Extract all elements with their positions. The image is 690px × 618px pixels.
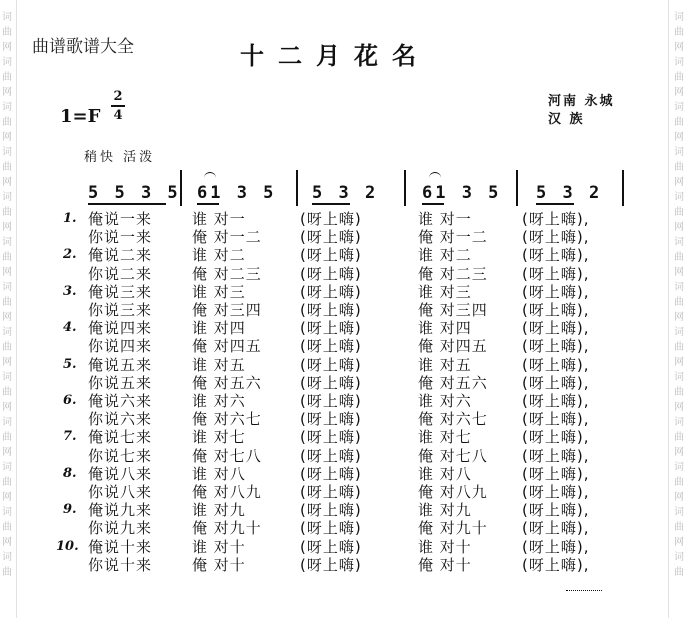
lyric-phrase-2: 俺 对八九 [192,483,262,501]
watermark-glyph: 网 [674,402,684,413]
lyric-phrase-4: 俺 对三四 [418,301,488,319]
watermark-glyph: 词 [674,327,684,338]
watermark-glyph: 曲 [2,432,12,443]
lyric-phrase-4: 俺 对八九 [418,483,488,501]
watermark-glyph: 词 [2,237,12,248]
lyric-phrase-1: 俺说九来 [88,501,153,520]
lyric-phrase-1: 俺说十来 [88,537,153,556]
watermark-glyph: 网 [2,42,12,53]
time-signature [111,89,125,123]
lyric-phrase-4: 谁 对七 [418,428,472,447]
watermark-glyph: 词 [674,462,684,473]
watermark-glyph: 网 [2,402,12,413]
slur-mark [429,172,441,181]
lyric-phrase-5: (呀上嗨), [522,519,590,538]
watermark-glyph: 曲 [674,72,684,83]
lyric-phrase-3: (呀上嗨) [300,428,362,447]
lyric-phrase-4: 俺 对一二 [418,228,488,247]
lyric-phrase-3: (呀上嗨) [300,410,362,429]
watermark-glyph: 曲 [674,252,684,263]
lyric-phrase-3: (呀上嗨) [300,373,362,392]
watermark-glyph: 网 [2,222,12,233]
lyric-phrase-5: (呀上嗨), [522,428,590,447]
lyric-phrase-5: (呀上嗨), [522,246,590,265]
watermark-glyph: 曲 [674,27,684,38]
watermark-glyph: 曲 [2,342,12,353]
lyric-phrase-5: (呀上嗨), [522,483,590,501]
verse-number: 4. [63,320,77,336]
measure-4-notes: 61 3 5 [422,183,502,203]
lyric-phrase-1: 你说三来 [88,301,153,319]
lyric-phrase-1: 你说九来 [88,519,153,538]
lyric-phrase-4: 俺 对七八 [418,446,488,465]
lyric-phrase-5: (呀上嗨), [522,373,590,392]
watermark-glyph: 曲 [2,117,12,128]
lyric-phrase-1: 你说二来 [88,264,153,283]
watermark-glyph: 词 [2,372,12,383]
watermark-glyph: 词 [2,102,12,113]
lyric-phrase-4: 谁 对八 [418,464,472,483]
watermark-glyph: 词 [2,462,12,473]
lyric-phrase-4: 谁 对六 [418,392,472,410]
watermark-glyph: 词 [674,57,684,68]
verse-number: 1. [63,211,77,226]
watermark-glyph: 词 [674,282,684,293]
lyric-phrase-1: 俺说五来 [88,355,153,374]
watermark-glyph: 曲 [2,297,12,308]
verse-number: 2. [63,247,77,263]
lyric-phrase-2: 谁 对十 [192,537,246,556]
watermark-glyph: 网 [2,537,12,548]
beam-line [536,203,574,205]
watermark-glyph: 曲 [674,522,684,533]
lyric-phrase-4: 俺 对二三 [418,264,488,283]
watermark-glyph: 曲 [2,252,12,263]
lyric-phrase-2: 谁 对四 [192,319,246,338]
lyric-phrase-4: 俺 对四五 [418,337,488,356]
watermark-glyph: 网 [674,177,684,188]
watermark-glyph: 网 [674,537,684,548]
watermark-glyph: 曲 [2,387,12,398]
watermark-glyph: 词 [2,192,12,203]
verse-number: 9. [63,502,77,518]
lyric-phrase-1: 你说六来 [88,410,153,429]
watermark-glyph: 曲 [674,162,684,173]
watermark-glyph: 词 [674,372,684,383]
watermark-glyph: 网 [674,492,684,503]
watermark-glyph: 词 [674,192,684,203]
watermark-glyph: 网 [674,447,684,458]
measure-2-notes: 61 3 5 [197,183,277,203]
key-signature: 1=F [60,106,101,127]
lyric-phrase-1: 你说一来 [88,228,153,247]
watermark-glyph: 曲 [674,117,684,128]
lyric-phrase-1: 俺说三来 [88,282,153,301]
watermark-glyph: 网 [2,357,12,368]
watermark-glyph: 词 [2,552,12,563]
watermark-glyph: 词 [674,12,684,23]
watermark-glyph: 词 [2,147,12,158]
measure-5-notes: 5 3 2 [536,183,603,203]
watermark-glyph: 曲 [2,522,12,533]
lyric-phrase-4: 谁 对十 [418,537,472,556]
watermark-glyph: 词 [2,12,12,23]
barline [404,170,406,206]
watermark-glyph: 网 [674,132,684,143]
lyric-phrase-2: 俺 对十 [192,555,246,574]
lyric-phrase-3: (呀上嗨) [300,264,362,283]
watermark-glyph: 网 [2,312,12,323]
watermark-glyph: 曲 [2,27,12,38]
watermark-glyph: 网 [2,87,12,98]
watermark-glyph: 词 [2,282,12,293]
lyric-phrase-5: (呀上嗨), [522,282,590,301]
watermark-glyph: 曲 [674,567,684,578]
lyric-phrase-4: 谁 对四 [418,319,472,338]
right-watermark-column [672,10,686,580]
measure-1-notes: 5 5 3 5 [88,183,181,203]
left-watermark-column [0,10,14,580]
barline [516,170,518,206]
barline [622,170,624,206]
verse-number: 7. [63,429,77,445]
lyric-phrase-2: 俺 对一二 [192,228,262,247]
barline [296,170,298,206]
watermark-glyph: 曲 [674,297,684,308]
time-fraction-bar [111,105,125,107]
watermark-glyph: 网 [2,267,12,278]
lyric-phrase-1: 俺说六来 [88,392,153,410]
beam-line [312,203,350,205]
beam-line [88,203,166,205]
beam-line [422,203,444,205]
lyric-phrase-3: (呀上嗨) [300,210,362,228]
lyric-phrase-3: (呀上嗨) [300,228,362,247]
lyric-phrase-4: 谁 对三 [418,282,472,301]
beam-line [197,203,219,205]
lyric-phrase-4: 俺 对五六 [418,373,488,392]
lyric-phrase-3: (呀上嗨) [300,319,362,338]
lyric-phrase-4: 谁 对九 [418,501,472,520]
lyric-phrase-5: (呀上嗨), [522,446,590,465]
lyric-phrase-2: 俺 对四五 [192,337,262,356]
time-top: 2 [113,89,123,104]
song-title: 十二月花名 [240,41,430,70]
lyric-phrase-3: (呀上嗨) [300,555,362,574]
lyric-phrase-3: (呀上嗨) [300,501,362,520]
lyric-phrase-2: 俺 对九十 [192,519,262,538]
watermark-glyph: 曲 [2,567,12,578]
lyric-phrase-4: 俺 对六七 [418,410,488,429]
lyric-phrase-1: 你说五来 [88,373,153,392]
origin-ethnic: 汉 族 [548,112,585,127]
watermark-glyph: 词 [2,417,12,428]
watermark-glyph: 网 [2,492,12,503]
lyric-phrase-3: (呀上嗨) [300,446,362,465]
lyric-phrase-5: (呀上嗨), [522,555,590,574]
lyric-phrase-1: 俺说二来 [88,246,153,265]
watermark-glyph: 曲 [674,387,684,398]
lyric-phrase-2: 俺 对五六 [192,373,262,392]
lyric-phrase-5: (呀上嗨), [522,410,590,429]
lyric-phrase-3: (呀上嗨) [300,337,362,356]
lyric-phrase-3: (呀上嗨) [300,246,362,265]
lyric-phrase-5: (呀上嗨), [522,392,590,410]
watermark-glyph: 曲 [2,207,12,218]
verse-number: 8. [63,465,77,481]
lyric-phrase-2: 俺 对三四 [192,301,262,319]
watermark-glyph: 曲 [674,432,684,443]
lyric-phrase-3: (呀上嗨) [300,464,362,483]
lyric-phrase-1: 俺说八来 [88,464,153,483]
lyric-phrase-3: (呀上嗨) [300,282,362,301]
watermark-glyph: 词 [674,147,684,158]
lyric-phrase-2: 谁 对八 [192,464,246,483]
lyric-phrase-4: 谁 对五 [418,355,472,374]
site-title: 曲谱歌谱大全 [32,37,134,57]
lyric-phrase-3: (呀上嗨) [300,483,362,501]
lyric-phrase-5: (呀上嗨), [522,501,590,520]
lyric-phrase-2: 谁 对二 [192,246,246,265]
lyric-phrase-3: (呀上嗨) [300,355,362,374]
left-margin-line [16,0,17,618]
lyric-phrase-1: 俺说七来 [88,428,153,447]
lyric-phrase-3: (呀上嗨) [300,519,362,538]
lyric-phrase-5: (呀上嗨), [522,301,590,319]
lyric-phrase-2: 谁 对三 [192,282,246,301]
lyric-phrase-4: 俺 对十 [418,555,472,574]
watermark-glyph: 网 [674,42,684,53]
verse-number: 5. [63,356,77,372]
watermark-glyph: 曲 [674,342,684,353]
watermark-glyph: 曲 [674,477,684,488]
watermark-glyph: 曲 [2,477,12,488]
lyric-phrase-5: (呀上嗨), [522,337,590,356]
watermark-glyph: 网 [2,447,12,458]
watermark-glyph: 网 [674,267,684,278]
lyric-phrase-5: (呀上嗨), [522,210,590,228]
watermark-glyph: 网 [2,132,12,143]
lyric-phrase-3: (呀上嗨) [300,392,362,410]
lyric-phrase-5: (呀上嗨), [522,264,590,283]
lyric-phrase-2: 俺 对七八 [192,446,262,465]
slur-mark [204,172,216,181]
right-margin-line [668,0,669,618]
lyric-phrase-1: 你说十来 [88,555,153,574]
watermark-glyph: 词 [2,57,12,68]
watermark-glyph: 曲 [2,72,12,83]
watermark-glyph: 网 [674,312,684,323]
watermark-glyph: 词 [674,417,684,428]
lyric-phrase-1: 俺说四来 [88,319,153,338]
watermark-glyph: 词 [2,507,12,518]
watermark-glyph: 词 [674,237,684,248]
lyric-phrase-2: 俺 对二三 [192,264,262,283]
lyric-phrase-4: 谁 对一 [418,210,472,228]
verse-number: 6. [63,393,77,408]
lyric-phrase-3: (呀上嗨) [300,301,362,319]
lyric-phrase-2: 俺 对六七 [192,410,262,429]
lyric-phrase-4: 俺 对九十 [418,519,488,538]
lyric-phrase-5: (呀上嗨), [522,319,590,338]
watermark-glyph: 网 [674,357,684,368]
watermark-glyph: 词 [674,102,684,113]
watermark-glyph: 网 [674,87,684,98]
lyric-phrase-2: 谁 对一 [192,210,246,228]
lyric-phrase-1: 你说八来 [88,483,153,501]
lyric-phrase-1: 你说四来 [88,337,153,356]
verse-number: 10. [56,538,79,554]
watermark-glyph: 词 [674,507,684,518]
origin-place: 河南 永城 [548,94,615,109]
lyric-phrase-2: 谁 对六 [192,392,246,410]
lyric-phrase-1: 你说七来 [88,446,153,465]
lyric-phrase-5: (呀上嗨), [522,228,590,247]
watermark-glyph: 词 [2,327,12,338]
time-bottom: 4 [113,108,123,123]
lyric-phrase-2: 谁 对七 [192,428,246,447]
end-dotted-mark [566,590,602,591]
watermark-glyph: 曲 [2,162,12,173]
tempo-marking: 稍快 活泼 [84,150,156,165]
lyric-phrase-1: 俺说一来 [88,210,153,228]
watermark-glyph: 词 [674,552,684,563]
watermark-glyph: 曲 [674,207,684,218]
watermark-glyph: 网 [2,177,12,188]
measure-3-notes: 5 3 2 [312,183,379,203]
lyric-phrase-5: (呀上嗨), [522,464,590,483]
verse-number: 3. [63,283,77,299]
lyric-phrase-2: 谁 对九 [192,501,246,520]
lyric-phrase-5: (呀上嗨), [522,355,590,374]
lyric-phrase-3: (呀上嗨) [300,537,362,556]
lyric-phrase-4: 谁 对二 [418,246,472,265]
lyric-phrase-2: 谁 对五 [192,355,246,374]
lyric-phrase-5: (呀上嗨), [522,537,590,556]
watermark-glyph: 网 [674,222,684,233]
